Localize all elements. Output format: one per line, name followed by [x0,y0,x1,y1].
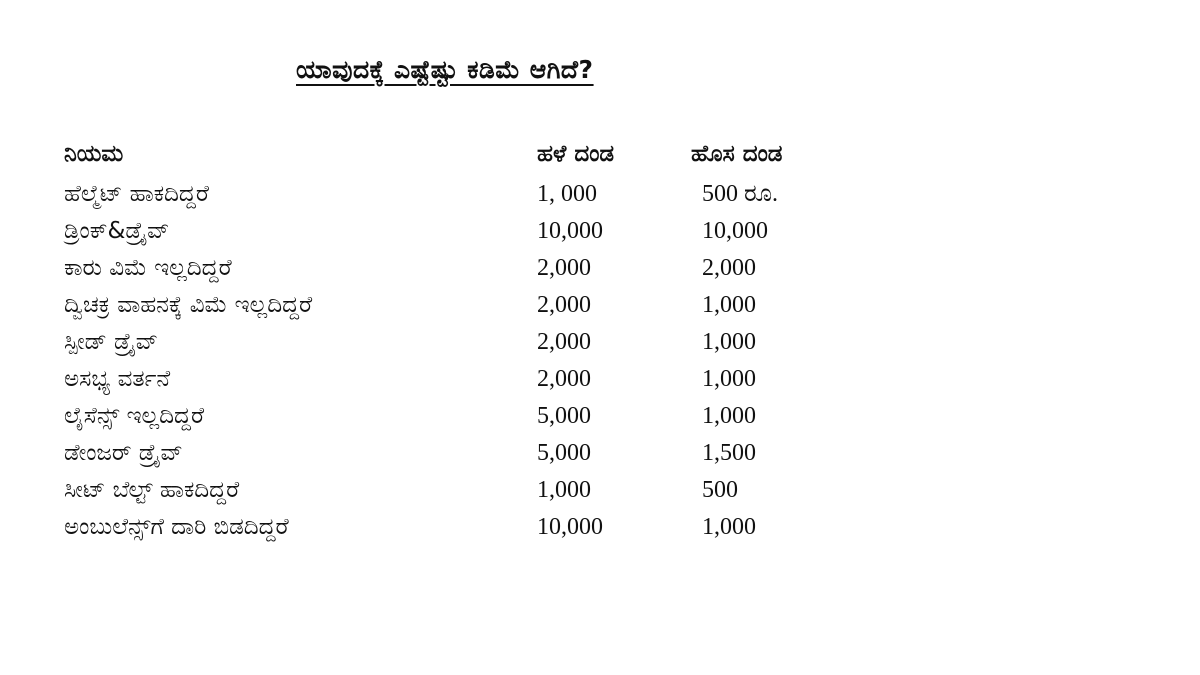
table-row [64,287,924,324]
new-fine-cell: 1,000 [702,403,756,429]
rule-cell: ದ್ವಿಚಕ್ರ ವಾಹನಕ್ಕೆ ವಿಮೆ ಇಲ್ಲದಿದ್ದರೆ [64,292,313,318]
table-row [64,509,924,546]
table-row [64,250,924,287]
rule-cell: ಲೈಸೆನ್ಸ್ ಇಲ್ಲದಿದ್ದರೆ [64,403,205,429]
old-fine-cell: 5,000 [537,403,591,429]
old-fine-cell: 2,000 [537,255,591,281]
old-fine-cell: 1, 000 [537,181,597,207]
table-row [64,472,924,509]
rule-column-header: ನಿಯಮ [64,141,124,167]
new-fine-cell: 1,000 [702,514,756,540]
new-fine-cell: 1,000 [702,292,756,318]
new-fine-cell: 1,500 [702,440,756,466]
old-fine-cell: 10,000 [537,218,603,244]
table-row [64,361,924,398]
new-fine-cell: 1,000 [702,366,756,392]
table-row [64,324,924,361]
new-fine-cell: 2,000 [702,255,756,281]
new-fine-cell: 1,000 [702,329,756,355]
rule-cell: ಡ್ರಿಂಕ್&ಡ್ರೈವ್ [64,218,170,244]
old-fine-cell: 5,000 [537,440,591,466]
table-row [64,176,924,213]
old-fine-cell: 2,000 [537,292,591,318]
old-fine-cell: 2,000 [537,366,591,392]
table-row [64,213,924,250]
rule-cell: ಕಾರು ವಿಮೆ ಇಲ್ಲದಿದ್ದರೆ [64,255,232,281]
fines-table [64,136,924,546]
rule-cell: ಸ್ಪೀಡ್ ಡ್ರೈವ್ [64,329,158,355]
old-fine-cell: 1,000 [537,477,591,503]
rule-cell: ಹೆಲ್ಮೆಟ್ ಹಾಕದಿದ್ದರೆ [64,181,209,207]
rule-cell: ಅಸಭ್ಯ ವರ್ತನೆ [64,366,171,392]
new-fine-cell: 500 [702,477,738,503]
new-fine-cell: 500 ರೂ. [702,181,779,207]
rule-cell: ಸೀಟ್ ಬೆಲ್ಟ್ ಹಾಕದಿದ್ದರೆ [64,477,240,503]
old-fine-column-header: ಹಳೆ ದಂಡ [537,141,615,167]
new-fine-column-header: ಹೊಸ ದಂಡ [691,141,783,167]
rule-cell: ಅಂಬುಲೆನ್ಸ್‌ಗೆ ದಾರಿ ಬಿಡದಿದ್ದರೆ [64,514,289,540]
table-header-row [64,136,924,176]
table-row [64,435,924,472]
old-fine-cell: 2,000 [537,329,591,355]
rule-cell: ಡೇಂಜರ್ ಡ್ರೈವ್ [64,440,183,466]
page-title: ಯಾವುದಕ್ಕೆ ಎಷ್ಟೆಷ್ಟು ಕಡಿಮೆ ಆಗಿದೆ? [296,55,594,84]
new-fine-cell: 10,000 [702,218,768,244]
table-row [64,398,924,435]
old-fine-cell: 10,000 [537,514,603,540]
